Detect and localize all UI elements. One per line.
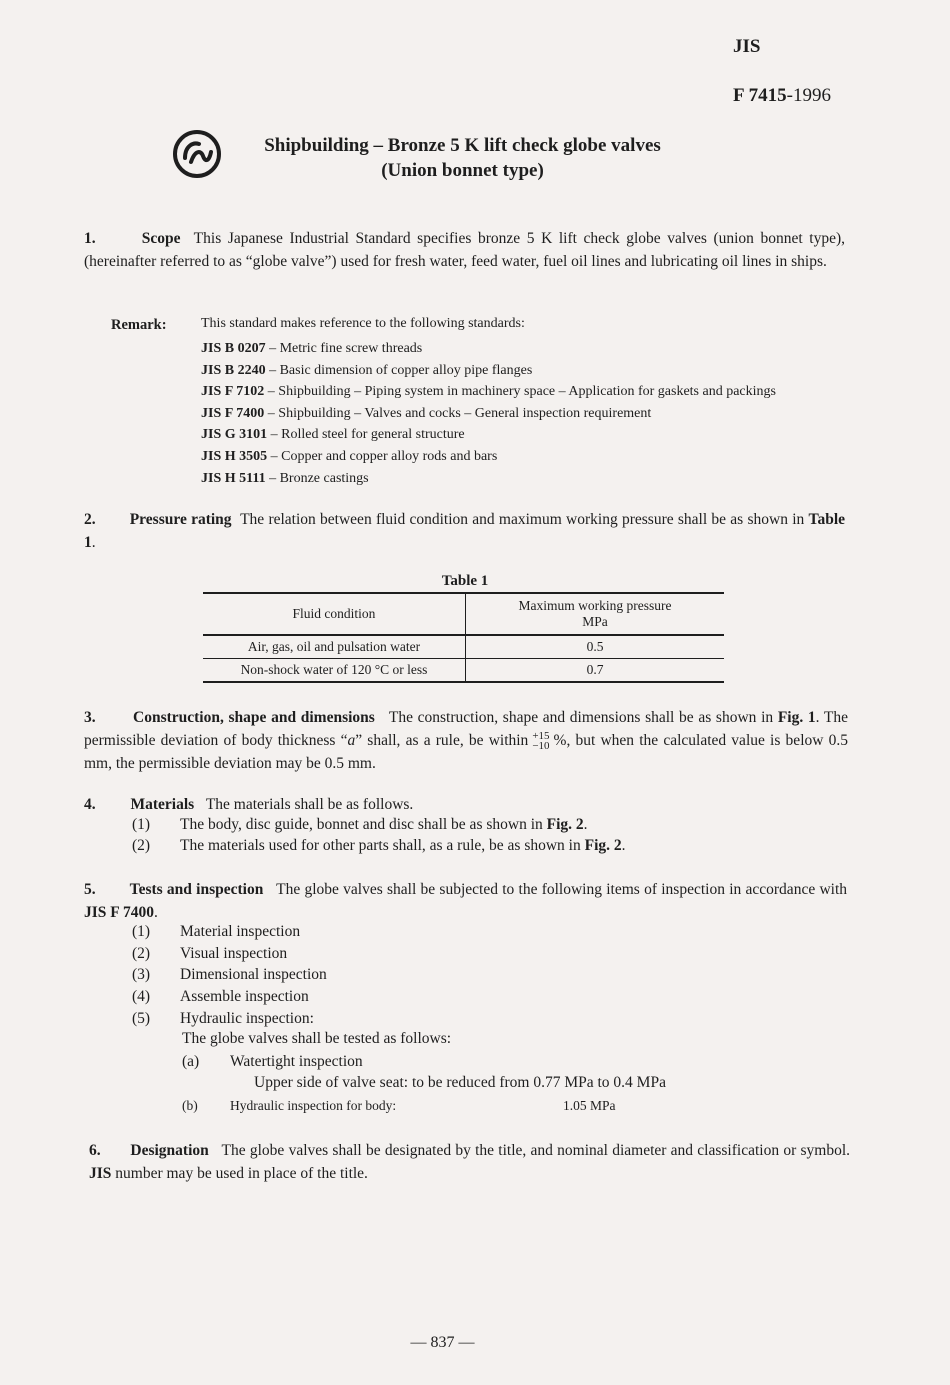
section-heading: Pressure rating (129, 511, 232, 528)
reference-title: Shipbuilding – Piping system in machinery space – Application for gaskets and packings (278, 384, 776, 400)
section-heading: Construction, shape and dimensions (133, 709, 375, 726)
list-item (132, 945, 287, 963)
reference-item (201, 446, 776, 468)
section-heading: Designation (130, 1142, 209, 1159)
header-max-pressure-label: Maximum working pressure (518, 598, 672, 613)
reference-code: JIS F 7400 (201, 405, 265, 421)
list-number: (5) (132, 1010, 151, 1027)
reference-item (201, 338, 776, 360)
header-max-pressure (466, 593, 725, 635)
cell-condition: Air, gas, oil and pulsation water (203, 635, 466, 659)
header-fluid-condition: Fluid condition (203, 593, 466, 635)
table-row (203, 635, 724, 659)
table-header-row (203, 593, 724, 635)
section-heading: Materials (130, 796, 195, 813)
sentence-end: . (621, 837, 626, 854)
list-number: (1) (132, 923, 151, 940)
standard-number (733, 85, 831, 107)
remark-label: Remark: (111, 317, 167, 333)
section-scope (84, 227, 845, 273)
section-text: This Japanese Industrial Standard specifies bronze 5 K lift check globe valves (union bonnet type), (hereinafter referred to as “globe valve”) used for fresh water, feed water, fuel oil lines and lubricating oil lines in ships. (84, 230, 846, 270)
section-number: 1. (84, 230, 96, 247)
standard-reference: JIS (89, 1165, 112, 1182)
sub-item-a-detail: Upper side of valve seat: to be reduced from 0.77 MPa to 0.4 MPa (254, 1074, 666, 1091)
reference-code: JIS H 5111 (201, 470, 266, 486)
section-text: number may be used in place of the title. (115, 1165, 368, 1182)
hydraulic-note: The globe valves shall be tested as follows: (182, 1030, 452, 1047)
reference-dash: – (264, 405, 279, 421)
sentence-end: . (583, 816, 588, 833)
table-row (203, 659, 724, 683)
jis-mark-icon (171, 128, 223, 180)
document-title (250, 133, 675, 183)
list-item (132, 923, 300, 941)
section-text: . The permissible deviation of body thickness “ (84, 709, 849, 749)
section-pressure-rating (84, 508, 845, 554)
list-text: The body, disc guide, bonnet and disc shall be as shown in (180, 816, 543, 833)
section-heading: Tests and inspection (129, 881, 264, 898)
reference-title: Basic dimension of copper alloy pipe flanges (279, 362, 533, 378)
section-materials (84, 793, 845, 816)
list-number: (4) (132, 988, 151, 1005)
section-text: The materials shall be as follows. (205, 796, 414, 813)
reference-list (201, 338, 776, 489)
section-text: The construction, shape and dimensions shall be as shown in (388, 709, 774, 726)
reference-title: Copper and copper alloy rods and bars (281, 448, 498, 464)
jis-label: JIS (733, 36, 761, 57)
reference-code: JIS G 3101 (201, 427, 268, 443)
list-text: Hydraulic inspection: (180, 1010, 314, 1027)
section-designation (89, 1139, 850, 1185)
standard-year: -1996 (786, 85, 831, 106)
list-item (132, 837, 626, 855)
cell-pressure: 0.7 (466, 659, 725, 683)
reference-title: Bronze castings (279, 470, 369, 486)
reference-item (201, 381, 776, 403)
section-text: %, but when the calculated value is below 0.5 mm, the permissible deviation may be 0.5 mm. (84, 732, 848, 772)
section-heading: Scope (141, 230, 181, 247)
section-text: The relation between fluid condition and maximum working pressure shall be as shown in (240, 511, 805, 528)
reference-title: Shipbuilding – Valves and cocks – General inspection requirement (278, 405, 652, 421)
title-line-1: Shipbuilding – Bronze 5 K lift check globe valves (264, 135, 661, 156)
reference-item (201, 468, 776, 490)
reference-code: JIS F 7102 (201, 384, 265, 400)
cell-pressure: 0.5 (466, 635, 725, 659)
standard-reference: JIS F 7400 (84, 904, 155, 921)
reference-dash: – (265, 362, 280, 378)
section-text: The globe valves shall be subjected to the following items of inspection in accordance with (276, 881, 848, 898)
figure-reference: Fig. 1 (777, 709, 816, 726)
figure-reference: Fig. 2 (584, 837, 622, 854)
sub-item-b (182, 1098, 396, 1114)
list-item (132, 1010, 314, 1028)
tolerance-lower: −10 (532, 740, 550, 753)
sub-item-number: (b) (182, 1098, 198, 1113)
sub-item-number: (a) (182, 1053, 200, 1070)
sub-item-a (182, 1053, 363, 1071)
reference-title: Metric fine screw threads (279, 341, 423, 356)
variable: a (347, 732, 356, 749)
reference-item (201, 360, 776, 382)
section-number: 3. (84, 709, 96, 726)
title-line-2: (Union bonnet type) (381, 160, 544, 181)
reference-code: JIS H 3505 (201, 448, 268, 464)
list-item (132, 816, 588, 834)
reference-code: JIS B 2240 (201, 362, 266, 378)
reference-item (201, 403, 776, 425)
table-caption: Table 1 (441, 573, 489, 589)
header-unit: MPa (582, 614, 608, 629)
list-number: (1) (132, 816, 151, 833)
standard-code: F 7415 (733, 85, 787, 106)
list-text: The materials used for other parts shall, as a rule, be as shown in (180, 837, 581, 854)
section-number: 4. (84, 796, 96, 813)
section-tests (84, 878, 847, 924)
sub-item-b-value: 1.05 MPa (563, 1098, 616, 1113)
reference-dash: – (265, 470, 280, 486)
page-number: — 837 — (410, 1334, 475, 1351)
reference-dash: – (265, 341, 280, 356)
figure-reference: Fig. 2 (546, 816, 584, 833)
list-text: Material inspection (180, 923, 301, 940)
section-number: 6. (89, 1142, 101, 1159)
remark-intro: This standard makes reference to the following standards: (201, 316, 525, 331)
list-item (132, 988, 309, 1006)
sentence-end: . (91, 534, 96, 551)
pressure-table (203, 592, 724, 683)
reference-code: JIS B 0207 (201, 341, 266, 356)
reference-item (201, 424, 776, 446)
list-text: Assemble inspection (180, 988, 309, 1005)
section-text: The globe valves shall be designated by the title, and nominal diameter and classification or symbol. (221, 1142, 851, 1159)
reference-dash: – (267, 448, 282, 464)
cell-condition: Non-shock water of 120 °C or less (203, 659, 466, 683)
list-number: (2) (132, 837, 151, 854)
sub-item-text: Hydraulic inspection for body: (230, 1098, 397, 1113)
sub-item-text: Watertight inspection (230, 1053, 363, 1070)
table-reference: Table 1 (84, 511, 846, 551)
reference-dash: – (264, 384, 279, 400)
list-number: (2) (132, 945, 151, 962)
list-number: (3) (132, 966, 151, 983)
section-number: 2. (84, 511, 96, 528)
section-text: ” shall, as a rule, be within (355, 732, 529, 749)
tolerance-upper: +15 (532, 730, 550, 743)
list-item (132, 966, 327, 984)
section-construction (84, 706, 848, 775)
list-text: Visual inspection (180, 945, 288, 962)
section-number: 5. (84, 881, 96, 898)
reference-title: Rolled steel for general structure (281, 427, 465, 443)
list-text: Dimensional inspection (180, 966, 327, 983)
tolerance (532, 731, 549, 751)
sentence-end: . (154, 904, 158, 921)
reference-dash: – (267, 427, 282, 443)
